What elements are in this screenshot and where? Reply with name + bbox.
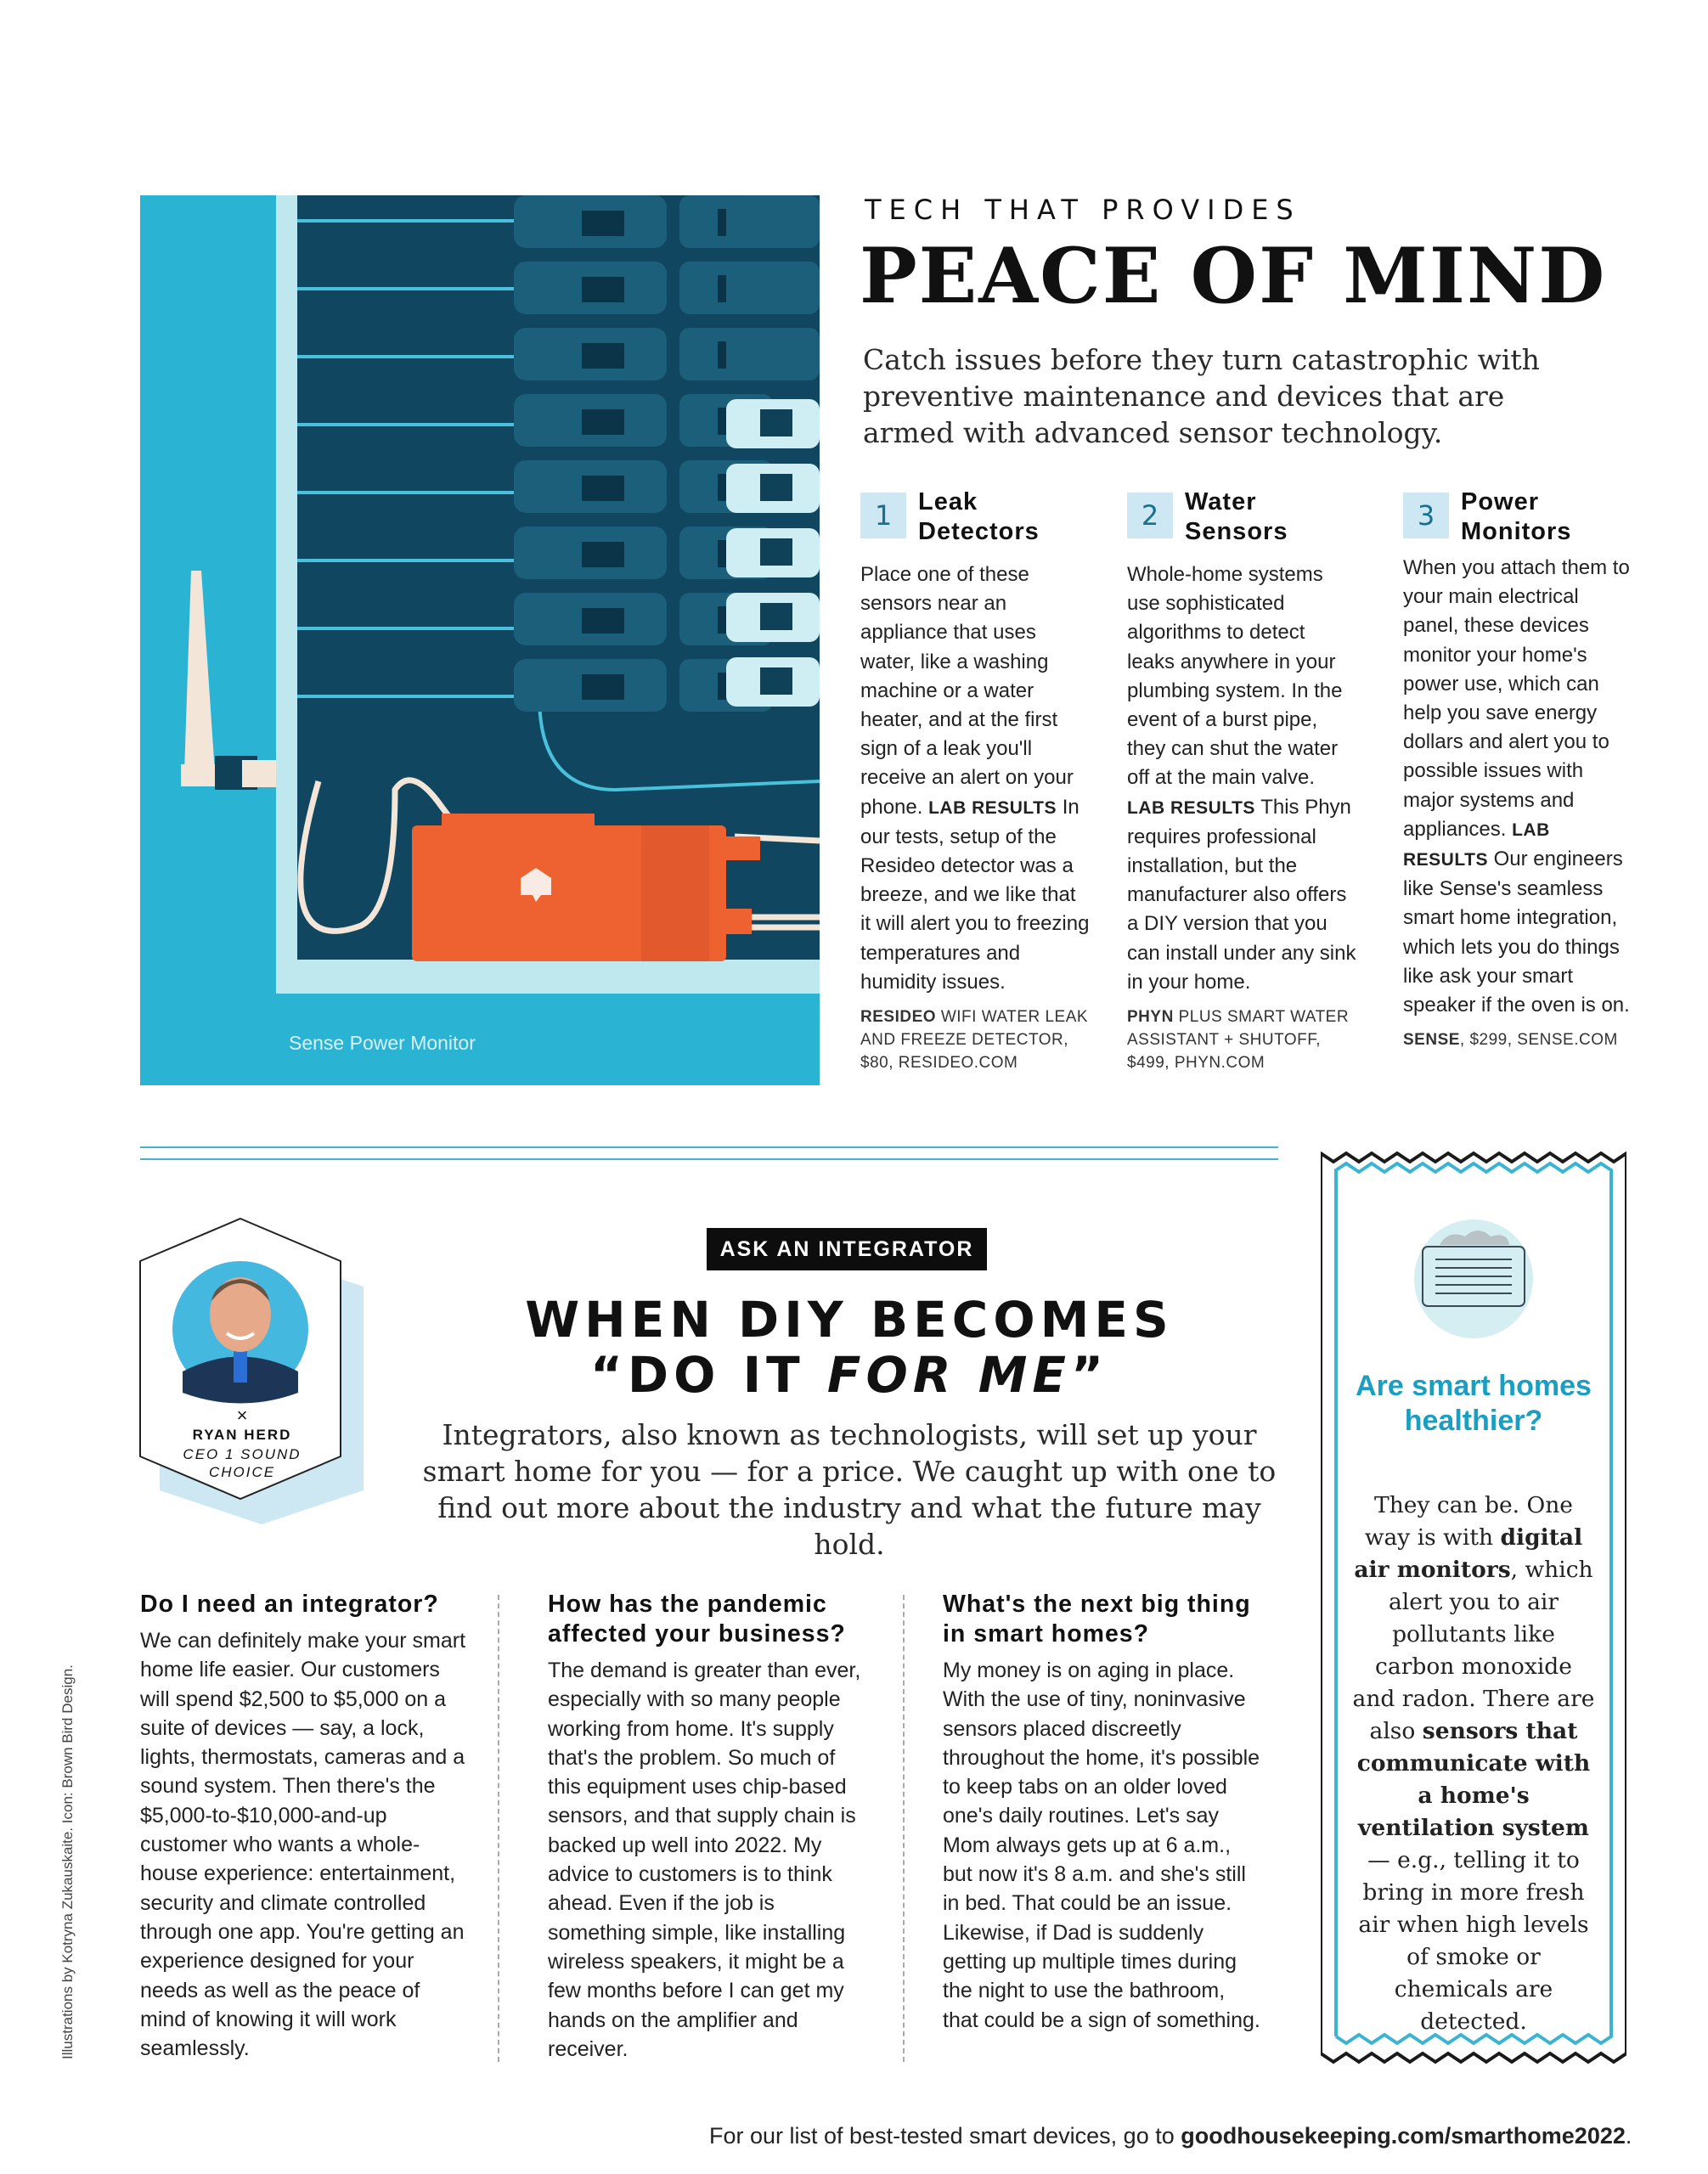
- tip-title: Leak Detectors: [918, 488, 1040, 545]
- highlight-ventilation-sensors: sensors that communicate with a home's ventilation system: [1356, 1718, 1591, 1841]
- sidebar-title: Are smart homes healthier?: [1356, 1370, 1592, 1437]
- sense-device: [412, 814, 760, 961]
- interview-title-line2: “DO IT FOR ME”: [589, 1346, 1109, 1404]
- tip-body: [1403, 554, 1632, 1020]
- answer: My money is on aging in place. With the use of tiny, noninvasive sensors placed discreetly throughout the home, it's possible to keep tabs on an older loved one's daily routines. Let's say Mom always gets up at 6 a.m., but now it's 8 a.m. and she's still in bed. That could be an issue. Likewise, if Dad is suddenly getting up multiple times during the night to use the bathroom, that could be a sign of something.: [943, 1659, 1260, 2032]
- section-dek: Catch issues before they turn catastrophic with preventive maintenance and devices that are armed with advanced sensor technology.: [863, 343, 1540, 449]
- tip-number: 1: [860, 493, 906, 538]
- product-details: WIFI WATER LEAK AND FREEZE DETECTOR, $80, RESIDEO.COM: [860, 1008, 1089, 1073]
- answer: The demand is greater than ever, especially with so many people working from home. It's supply that's the problem. So much of this equipment uses chip-based sensors, and that supply chain is backed up well into 2022. My advice to customers is to think ahead. Even if the job is something simple, like installing wireless speakers, it might be a few months before I can get my hands on the amplifier and receiver.: [548, 1659, 861, 2061]
- lab-results-label: LAB RESULTS: [1127, 797, 1255, 818]
- hero-illustration: [140, 195, 820, 1085]
- highlight-air-monitors: digital air monitors: [1354, 1524, 1583, 1583]
- tip-column-water-sensors: [1127, 487, 1356, 1074]
- interview-title-line1: WHEN DIY BECOMES: [525, 1291, 1174, 1349]
- qa-block-1: [140, 1590, 471, 2063]
- tip-title: Power Monitors: [1461, 488, 1572, 545]
- tip-body: [860, 560, 1090, 997]
- illustration-credit: Illustrations by Kotryna Zukauskaite. Icon: Brown Bird Design.: [59, 1664, 76, 2059]
- answer: We can definitely make your smart home life easier. Our customers will spend $2,500 to $5,000 on a suite of devices — say, a lock, lights, thermostats, cameras and a sound system. Then there's the $5,000-to-$10,000-and-up customer who wants a whole-house experience: entertainment, security and climate controlled through one app. You're getting an experience designed for your needs as well as the peace of mind of knowing it will work seamlessly.: [140, 1629, 466, 2061]
- column-divider: [903, 1595, 905, 2062]
- section-divider: [140, 1146, 1278, 1148]
- product-brand: RESIDEO: [860, 1008, 937, 1027]
- tip-number: 3: [1403, 493, 1449, 538]
- tip-text: Whole-home systems use sophisticated algorithms to detect leaks anywhere in your plumbing system. In the event of a burst pipe, they can shut the water off at the main valve.: [1127, 563, 1343, 790]
- question: How has the pandemic affected your business?: [548, 1591, 846, 1647]
- product-info: [1403, 1028, 1632, 1051]
- electrical-panel-illustration: [140, 195, 820, 1085]
- product-info: [860, 1005, 1090, 1074]
- tip-body: [1127, 560, 1356, 997]
- section-kicker: TECH THAT PROVIDES: [865, 194, 1301, 226]
- tip-text: Place one of these sensors near an appliance that uses water, like a washing machine or a water heater, and at the first sign of a leak you'll receive an alert on your phone.: [860, 563, 1074, 819]
- qa-block-3: [943, 1590, 1265, 2035]
- section-divider: [140, 1158, 1278, 1160]
- product-details: , $299, SENSE.COM: [1459, 1031, 1618, 1050]
- question: Do I need an integrator?: [140, 1591, 439, 1618]
- page-title: PEACE OF MIND: [860, 231, 1607, 321]
- product-details: PLUS SMART WATER ASSISTANT + SHUTOFF, $499, PHYN.COM: [1127, 1008, 1350, 1073]
- question: What's the next big thing in smart homes?: [943, 1591, 1251, 1647]
- lab-results-label: LAB RESULTS: [928, 797, 1057, 818]
- product-brand: PHYN: [1127, 1008, 1174, 1027]
- qa-block-2: [548, 1590, 871, 2064]
- tip-column-power-monitors: [1403, 487, 1632, 1051]
- profile-mark: ×: [236, 1405, 248, 1426]
- lab-results-text: Our engineers like Sense's seamless smart home integration, which lets you do things like ask your smart speaker if the oven is on.: [1403, 848, 1630, 1017]
- product-brand: SENSE: [1403, 1031, 1460, 1050]
- footer-link[interactable]: goodhousekeeping.com/smarthome2022: [1181, 2123, 1626, 2149]
- section-badge: ASK AN INTEGRATOR: [707, 1228, 987, 1270]
- product-info: [1127, 1005, 1356, 1074]
- column-divider: [498, 1595, 499, 2062]
- interview-dek: Integrators, also known as technologists, will set up your smart home for you — for a price. We caught up with one to find out more about the industry and what the future may hold.: [422, 1418, 1277, 1561]
- lab-results-label: LAB RESULTS: [1403, 819, 1550, 870]
- tip-title: Water Sensors: [1185, 488, 1288, 545]
- lab-results-text: In our tests, setup of the Resideo detector was a breeze, and we like that it will alert you to freezing temperatures and humidity issues.: [860, 795, 1090, 994]
- tip-text: When you attach them to your main electrical panel, these devices monitor your home's power use, which can help you save energy dollars and alert you to possible issues with major systems and appliances.: [1403, 556, 1630, 841]
- tip-column-leak-detectors: [860, 487, 1090, 1074]
- tip-number: 2: [1127, 493, 1173, 538]
- footer-note: For our list of best-tested smart devices, go to goodhousekeeping.com/smarthome2022.: [709, 2123, 1632, 2149]
- sidebar-body: They can be. One way is with digital air monitors, which alert you to air pollutants like carbon monoxide and radon. There are also sensors that communicate with a home's ventilation system — e.g., telling it to bring in more fresh air when high levels of smoke or chemicals are detected.: [1352, 1492, 1595, 2035]
- profile-role: CEO 1 SOUND CHOICE: [183, 1446, 302, 1480]
- illustration-caption: Sense Power Monitor: [289, 1032, 476, 1054]
- lab-results-text: This Phyn requires professional installation, but the manufacturer also offers a DIY version that you can install under any sink in your home.: [1127, 795, 1356, 994]
- profile-name: RYAN HERD: [192, 1427, 292, 1443]
- antenna: [181, 571, 276, 790]
